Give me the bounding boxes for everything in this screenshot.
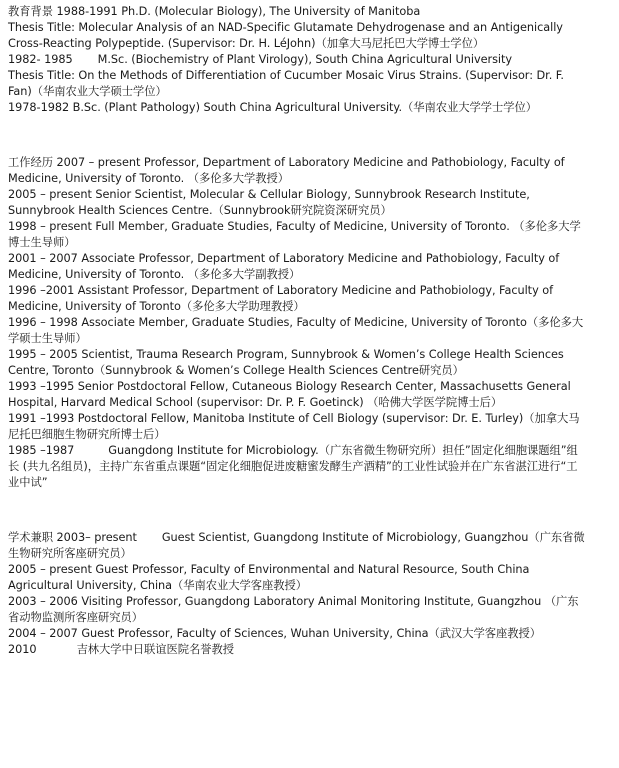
- academic-heading: 学术兼职: [8, 531, 53, 544]
- academic-entry: 2004 – 2007 Guest Professor, Faculty of Sciences, Wuhan University, China（武汉大学客座教授）: [8, 627, 542, 640]
- work-entry: 1985 –1987 Guangdong Institute for Microbiology.（广东省微生物研究所）担任”固定化细胞课题组”组长 (共九名组员)，主持广东省重点课题“固定化细胞促进废糖蜜发酵生产酒精”的工业性试验并在广东省湛江进行“工业中试”: [8, 444, 578, 489]
- cv-document: [8, 4, 586, 658]
- academic-section: [8, 530, 586, 658]
- education-entry: 教育背景 1988-1991 Ph.D. (Molecular Biology), The University of Manitoba: [8, 5, 421, 18]
- work-entry: 工作经历 2007 – present Professor, Department of Laboratory Medicine and Pathobiology, Faculty of Medicine, University of Toronto. （多伦多大学教授）: [8, 156, 565, 185]
- education-entry: Thesis Title: Molecular Analysis of an NAD-Specific Glutamate Dehydrogenase and an Antigenically Cross-Reacting Polypeptide. (Supervisor: Dr. H. LéJohn)（加拿大马尼托巴大学博士学位）: [8, 21, 563, 50]
- work-entry: 1996 –2001 Assistant Professor, Department of Laboratory Medicine and Pathobiology, Faculty of Medicine, University of Toronto（多伦多大学助理教授）: [8, 284, 554, 313]
- academic-entry: 2010 吉林大学中日联谊医院名誉教授: [8, 643, 235, 656]
- work-entry: 2005 – present Senior Scientist, Molecular & Cellular Biology, Sunnybrook Research Institute, Sunnybrook Health Sciences Centre.（Sunnybrook研究院资深研究员）: [8, 188, 530, 217]
- work-entry: 2001 – 2007 Associate Professor, Department of Laboratory Medicine and Pathobiology, Faculty of Medicine, University of Toronto. （多伦多大学副教授）: [8, 252, 560, 281]
- work-section: [8, 155, 586, 491]
- work-entry: 1995 – 2005 Scientist, Trauma Research Program, Sunnybrook & Women’s College Health Sciences Centre, Toronto（Sunnybrook & Women’s College Health Sciences Centre研究员）: [8, 348, 564, 377]
- work-entry: 1993 –1995 Senior Postdoctoral Fellow, Cutaneous Biology Research Center, Massachusetts General Hospital, Harvard Medical School (supervisor: Dr. P. F. Goetinck) （哈佛大学医学院博士后）: [8, 380, 571, 409]
- education-entry: 1982- 1985 M.Sc. (Biochemistry of Plant Virology), South China Agricultural University: [8, 53, 513, 66]
- academic-entry: 2003 – 2006 Visiting Professor, Guangdong Laboratory Animal Monitoring Institute, Guangzhou （广东省动物监测所客座研究员）: [8, 595, 579, 624]
- education-section: [8, 4, 586, 116]
- education-entry: Thesis Title: On the Methods of Differentiation of Cucumber Mosaic Virus Strains. (Supervisor: Dr. F. Fan)（华南农业大学硕士学位）: [8, 69, 564, 98]
- education-entry: 1978-1982 B.Sc. (Plant Pathology) South China Agricultural University.（华南农业大学学士学位）: [8, 101, 537, 114]
- academic-entry: 2005 – present Guest Professor, Faculty of Environmental and Natural Resource, South China Agricultural University, China（华南农业大学客座教授）: [8, 563, 530, 592]
- education-heading: 教育背景: [8, 5, 53, 18]
- work-entry: 1998 – present Full Member, Graduate Studies, Faculty of Medicine, University of Toronto. （多伦多大学博士生导师）: [8, 220, 581, 249]
- work-heading: 工作经历: [8, 156, 53, 169]
- work-entry: 1996 – 1998 Associate Member, Graduate Studies, Faculty of Medicine, University of Toronto（多伦多大学硕士生导师）: [8, 316, 584, 345]
- work-entry: 1991 –1993 Postdoctoral Fellow, Manitoba Institute of Cell Biology (supervisor: Dr. E. Turley)（加拿大马尼托巴细胞生物研究所博士后）: [8, 412, 580, 441]
- academic-entry: 学术兼职 2003– present Guest Scientist, Guangdong Institute of Microbiology, Guangzhou（广东省微生物研究所客座研究员）: [8, 531, 585, 560]
